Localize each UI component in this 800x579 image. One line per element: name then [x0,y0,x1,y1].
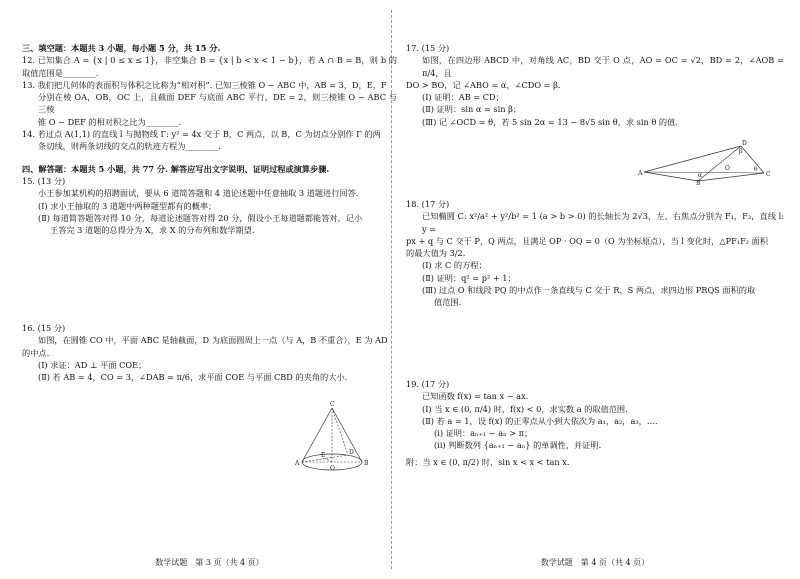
quad-label-c: C [766,171,771,178]
question-15-part2-line1: (Ⅱ) 每道简答题答对得 10 分，每道论述题答对得 20 分，假设小王每道题都能答对，记小 [38,212,363,223]
question-15-part1: (Ⅰ) 求小王抽取的 3 道题中两种题型都有的概率； [38,200,217,211]
question-18-part2: (Ⅱ) 证明：q² = p² + 1； [422,272,516,283]
left-page [22,0,397,579]
question-19-part2-i: (ⅰ) 证明：aₙ₊₁ − aₙ > π； [434,428,533,439]
question-16-part1: (Ⅰ) 求证：AD ⊥ 平面 COE； [38,359,147,370]
question-15-part2-line2: 王答完 3 道题的总得分为 X，求 X 的分布列和数学期望. [50,225,255,236]
question-16-stem-line2: 的中点. [22,347,50,358]
quad-label-theta: θ [754,166,758,173]
question-16-head: 16. (15 分) [22,323,66,333]
right-footer: 数学试题 第 4 页（共 4 页） [540,558,650,567]
question-18-part3-line1: (Ⅲ) 过点 O 和线段 PQ 的中点作一条直线与 C 交于 R，S 两点，求四边形 PRQS 面积的取 [422,285,756,296]
question-15-stem: 小王参加某机构的招聘面试，要从 6 道简答题和 4 道论述题中任意抽取 3 道题进行回答. [38,188,359,199]
question-13-line3: 锥 O − DEF 的相对积之比为________. [38,116,182,127]
question-19-part2: (Ⅱ) 若 a = 1，设 f(x) 的正零点从小到大依次为 a₁，a₂，a₃，…. [422,415,658,426]
question-15-head: 15. (13 分) [22,175,66,186]
question-19-stem: 已知函数 f(x) = tan x − ax. [422,391,529,402]
question-19-head: 19. (17 分) [406,379,450,389]
question-17-stem-line1: 如图，在四边形 ABCD 中，对角线 AC，BD 交于 O 点，AO = OC = √2，BD = 2，∠AOB = π/4，且 [422,55,784,78]
quad-diagonal-bd [698,146,741,181]
cone-label-a: A [295,460,300,467]
question-17-part2: (Ⅱ) 证明：sin α = sin β； [422,104,522,115]
quad-label-alpha: α [698,172,703,179]
quad-diagonal-ac [644,172,764,173]
left-footer: 数学试题 第 3 页（共 4 页） [155,558,264,567]
question-14-line2: 条切线，则两条切线的交点的轨迹方程为________. [38,141,221,152]
question-16-stem-line1: 如图，在圆锥 CO 中，平面 ABC 是轴截面，D 为底面圆周上一点（与 A，B 不重合），E 为 AD [38,335,388,346]
question-18-stem-line1: 已知椭圆 C: x²/a² + y²/b² = 1 (a > b > 0) 的长轴长为 2√3，左、右焦点分别为 F₁，F₂，直线 l: y = [422,211,784,234]
question-18-stem-line3: 的最大值为 3/2. [406,248,466,259]
question-17-head: 17. (15 分) [406,43,450,53]
quad-side-ab [644,172,698,181]
question-17-part3: (Ⅲ) 记 ∠OCD = θ，若 5 sin 2α = 13 − 8√5 sin θ，求 sin θ 的值. [422,116,678,127]
quad-label-d: D [742,140,747,147]
question-19-note: 附：当 x ∈ (0, π/2) 时，sin x < x < tan x. [406,456,570,467]
right-page [406,0,784,579]
question-18-head: 18. (17 分) [406,199,450,209]
cone-segment-oe [325,459,332,463]
question-13-line1: 13. 我们把几何体的表面积与体积之比称为“相对积”. 已知三棱锥 O − ABC 中，AB = 3，D，E，F [22,79,387,90]
cone-segment-cd [332,408,348,455]
cone-label-e: E [321,452,326,459]
question-18-part1: (Ⅰ) 求 C 的方程； [422,260,487,271]
quad-label-b: B [696,180,701,185]
quad-label-a: A [638,170,643,177]
quad-label-beta: β [739,148,743,155]
question-14-line1: 14. 若过点 A(1,1) 的直线 l 与抛物线 Γ: y² = 4x 交于 B，C 两点，以 B，C 为切点分别作 Γ 的两 [22,129,381,140]
question-18-part3-line2: 值范围. [434,297,462,308]
question-19-part2-ii: (ⅱ) 判断数列 {aₙ₊₁ − aₙ} 的单调性，并证明. [434,440,602,451]
question-19-part1: (Ⅰ) 当 x ∈ (0, π/4) 时，f(x) < 0，求实数 a 的取值范围. [422,403,628,414]
fill-section-title: 三、填空题：本题共 3 小题，每小题 5 分，共 15 分. [22,43,221,53]
cone-label-b: B [364,460,369,467]
question-12: 12. 已知集合 A = {x | 0 ≤ x ≤ 1}，非空集合 B = {x | b < x < 1 − b}，若 A ∩ B = B，则 b 的取值范围是________. [22,55,397,78]
question-17-part1: (Ⅰ) 证明：AB = CD； [422,92,504,103]
cone-label-o: O [330,465,335,472]
cone-figure [292,400,372,475]
cone-label-c: C [330,401,335,408]
question-18-stem-line2: px + q 与 C 交于 P，Q 两点，且满足 OP · OQ = 0（O 为坐标原点），当 l 变化时，△PF₁F₂ 面积 [406,235,769,246]
question-13-line2: 分别在棱 OA，OB，OC 上，且截面 DEF 与底面 ABC 平行，DE = 2，则三棱锥 O − ABC 与三棱 [38,92,397,115]
quad-label-o: O [725,165,730,172]
answer-section-title: 四、解答题：本题共 5 小题，共 77 分. 解答应写出文字说明、证明过程或演算步骤. [22,163,330,174]
quad-side-cd [741,146,764,173]
question-17-stem-line2: DO > BO，记 ∠ABO = α，∠CDO = β. [406,79,561,90]
cone-label-d: D [349,449,354,456]
question-16-part2: (Ⅱ) 若 AB = 4，CO = 3，∠DAB = π/6，求平面 COE 与平面 CBD 的夹角的大小. [38,372,348,383]
quad-side-bc [698,173,764,181]
quadrilateral-figure [638,140,778,185]
